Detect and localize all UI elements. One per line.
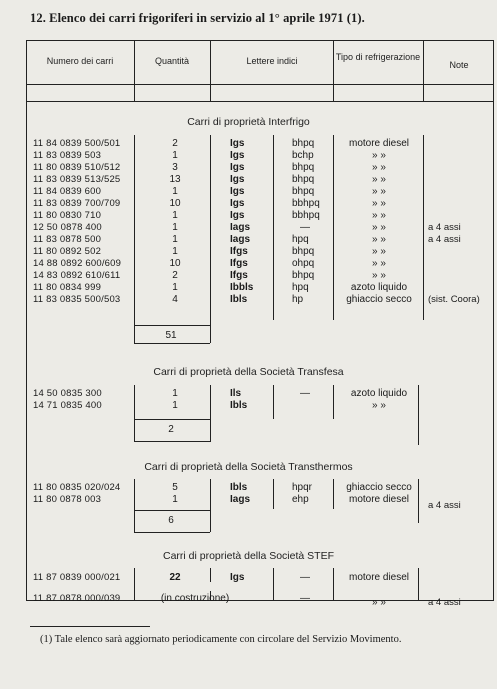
indices: hpqr xyxy=(292,482,313,493)
header-divider xyxy=(333,84,334,101)
indices: bbhpq xyxy=(292,198,320,209)
quantity: 1 xyxy=(172,494,178,505)
column-rule xyxy=(273,568,274,601)
indices: bchp xyxy=(292,150,314,161)
refrigeration-type: » » xyxy=(372,198,386,209)
subtotal-rule xyxy=(134,441,210,442)
letters: Iags xyxy=(230,494,251,505)
letters: Igs xyxy=(230,572,245,583)
car-number: 11 87 0878 000/039 xyxy=(33,593,121,604)
car-number: 11 84 0839 500/501 xyxy=(33,138,121,149)
letters: Igs xyxy=(230,138,245,149)
refrigeration-type: ghiaccio secco xyxy=(346,294,412,305)
header-lettere: Lettere indici xyxy=(246,56,298,66)
car-number: 11 87 0839 000/021 xyxy=(33,572,121,583)
quantity: (in costruzione) xyxy=(160,593,230,604)
car-number: 14 83 0892 610/611 xyxy=(33,270,121,281)
header-sub-rule xyxy=(26,101,494,102)
page-title: 12. Elenco dei carri frigoriferi in servizio al 1° aprile 1971 (1). xyxy=(30,11,365,25)
car-number: 14 88 0892 600/609 xyxy=(33,258,122,269)
letters: Ils xyxy=(230,388,242,399)
header-divider xyxy=(134,40,135,85)
indices: bhpq xyxy=(292,186,315,197)
car-number: 11 84 0839 600 xyxy=(33,186,102,197)
section-total: 2 xyxy=(168,424,174,435)
quantity: 2 xyxy=(172,138,178,149)
quantity: 13 xyxy=(169,174,181,185)
note: a 4 assi xyxy=(428,234,461,245)
header-note: Note xyxy=(449,60,469,70)
car-number: 11 83 0839 503 xyxy=(33,150,102,161)
letters: Igs xyxy=(230,174,245,185)
refrigeration-type: azoto liquido xyxy=(350,388,408,399)
letters: Ibls xyxy=(230,400,248,411)
indices: hp xyxy=(292,294,304,305)
quantity: 1 xyxy=(172,388,178,399)
quantity: 22 xyxy=(169,572,181,583)
refrigeration-type: motore diesel xyxy=(348,494,410,505)
indices: ehp xyxy=(292,494,309,505)
car-number: 11 83 0839 700/709 xyxy=(33,198,121,209)
header-divider xyxy=(210,84,211,101)
car-number: 11 83 0878 500 xyxy=(33,234,102,245)
refrigeration-type: » » xyxy=(372,162,386,173)
quantity: 1 xyxy=(172,222,178,233)
letters: Igs xyxy=(230,162,245,173)
subtotal-rule xyxy=(134,419,210,420)
refrigeration-type: azoto liquido xyxy=(350,282,408,293)
indices: bhpq xyxy=(292,162,315,173)
indices: — xyxy=(300,388,310,399)
header-quantita: Quantità xyxy=(154,56,190,66)
section-title-interfrigo: Carri di proprietà Interfrigo xyxy=(187,116,310,128)
footnote: (1) Tale elenco sarà aggiornato periodicamente con circolare del Servizio Movimento. xyxy=(40,634,402,645)
letters: Ibls xyxy=(230,482,248,493)
quantity: 1 xyxy=(172,400,178,411)
letters: Igs xyxy=(230,210,245,221)
letters: Ibbls xyxy=(230,282,254,293)
subtotal-rule xyxy=(134,532,210,533)
letters: Ifgs xyxy=(230,270,248,281)
quantity: 5 xyxy=(172,482,178,493)
quantity: 4 xyxy=(172,294,178,305)
indices: — xyxy=(300,572,310,583)
header-divider xyxy=(423,40,424,85)
header-numero: Numero dei carri xyxy=(46,56,114,66)
refrigeration-type: » » xyxy=(372,234,386,245)
footnote-rule xyxy=(30,626,150,627)
indices: bhpq xyxy=(292,174,315,185)
letters: Ifgs xyxy=(230,246,248,257)
car-number: 11 80 0892 502 xyxy=(33,246,102,257)
quantity: 1 xyxy=(172,282,178,293)
note: a 4 assi xyxy=(428,222,461,233)
car-number: 11 80 0835 020/024 xyxy=(33,482,121,493)
car-number: 11 80 0830 710 xyxy=(33,210,102,221)
column-rule xyxy=(273,479,274,509)
quantity: 1 xyxy=(172,210,178,221)
refrigeration-type: » » xyxy=(372,258,386,269)
header-divider xyxy=(210,40,211,85)
indices: bhpq xyxy=(292,138,315,149)
quantity: 1 xyxy=(172,150,178,161)
letters: Ibls xyxy=(230,294,248,305)
refrigeration-type: motore diesel xyxy=(348,138,410,149)
indices: ohpq xyxy=(292,258,315,269)
refrigeration-type: » » xyxy=(372,246,386,257)
header-divider xyxy=(134,84,135,101)
indices: bhpq xyxy=(292,246,315,257)
section-title-transfesa: Carri di proprietà della Società Transfesa xyxy=(153,366,344,378)
header-tipo: Tipo di refrigerazione xyxy=(335,52,421,62)
refrigeration-type: » » xyxy=(372,174,386,185)
refrigeration-type: » » xyxy=(372,222,386,233)
refrigeration-type: » » xyxy=(372,210,386,221)
refrigeration-type: motore diesel xyxy=(348,572,410,583)
column-rule xyxy=(273,135,274,320)
indices: hpq xyxy=(292,282,309,293)
refrigeration-type: » » xyxy=(372,400,386,411)
letters: Ifgs xyxy=(230,258,248,269)
quantity: 1 xyxy=(172,246,178,257)
quantity: 2 xyxy=(172,270,178,281)
quantity: 10 xyxy=(169,198,181,209)
refrigeration-type: » » xyxy=(372,150,386,161)
column-rule xyxy=(273,385,274,419)
quantity: 1 xyxy=(172,234,178,245)
section-total: 6 xyxy=(168,515,174,526)
letters: Igs xyxy=(230,186,245,197)
indices: hpq xyxy=(292,234,309,245)
letters: Iags xyxy=(230,234,251,245)
note: a 4 assi xyxy=(428,597,461,608)
note: (sist. Coora) xyxy=(428,294,480,305)
subtotal-rule xyxy=(134,343,210,344)
indices: bhpq xyxy=(292,270,315,281)
car-number: 11 83 0839 513/525 xyxy=(33,174,121,185)
quantity: 10 xyxy=(169,258,181,269)
car-number: 11 80 0834 999 xyxy=(33,282,102,293)
car-number: 14 50 0835 300 xyxy=(33,388,102,399)
subtotal-rule xyxy=(134,510,210,511)
section-total: 51 xyxy=(165,330,177,341)
section-title-transthermos: Carri di proprietà della Società Transthermos xyxy=(144,461,353,473)
header-divider xyxy=(333,40,334,85)
subtotal-rule xyxy=(134,325,210,326)
section-title-stef: Carri di proprietà della Società STEF xyxy=(163,550,334,562)
letters: Igs xyxy=(230,150,245,161)
indices: — xyxy=(300,593,310,604)
car-number: 11 80 0878 003 xyxy=(33,494,102,505)
refrigeration-type: » » xyxy=(372,270,386,281)
indices: — xyxy=(300,222,310,233)
refrigeration-type: » » xyxy=(372,186,386,197)
car-number: 11 83 0835 500/503 xyxy=(33,294,121,305)
note: a 4 assi xyxy=(428,500,461,511)
car-number: 14 71 0835 400 xyxy=(33,400,102,411)
refrigeration-type: ghiaccio secco xyxy=(346,482,412,493)
refrigeration-type: » » xyxy=(372,597,386,608)
letters: Igs xyxy=(230,198,245,209)
indices: bbhpq xyxy=(292,210,320,221)
car-number: 12 50 0878 400 xyxy=(33,222,102,233)
quantity: 1 xyxy=(172,186,178,197)
quantity: 3 xyxy=(172,162,178,173)
letters: Iags xyxy=(230,222,251,233)
car-number: 11 80 0839 510/512 xyxy=(33,162,121,173)
header-divider xyxy=(423,84,424,101)
